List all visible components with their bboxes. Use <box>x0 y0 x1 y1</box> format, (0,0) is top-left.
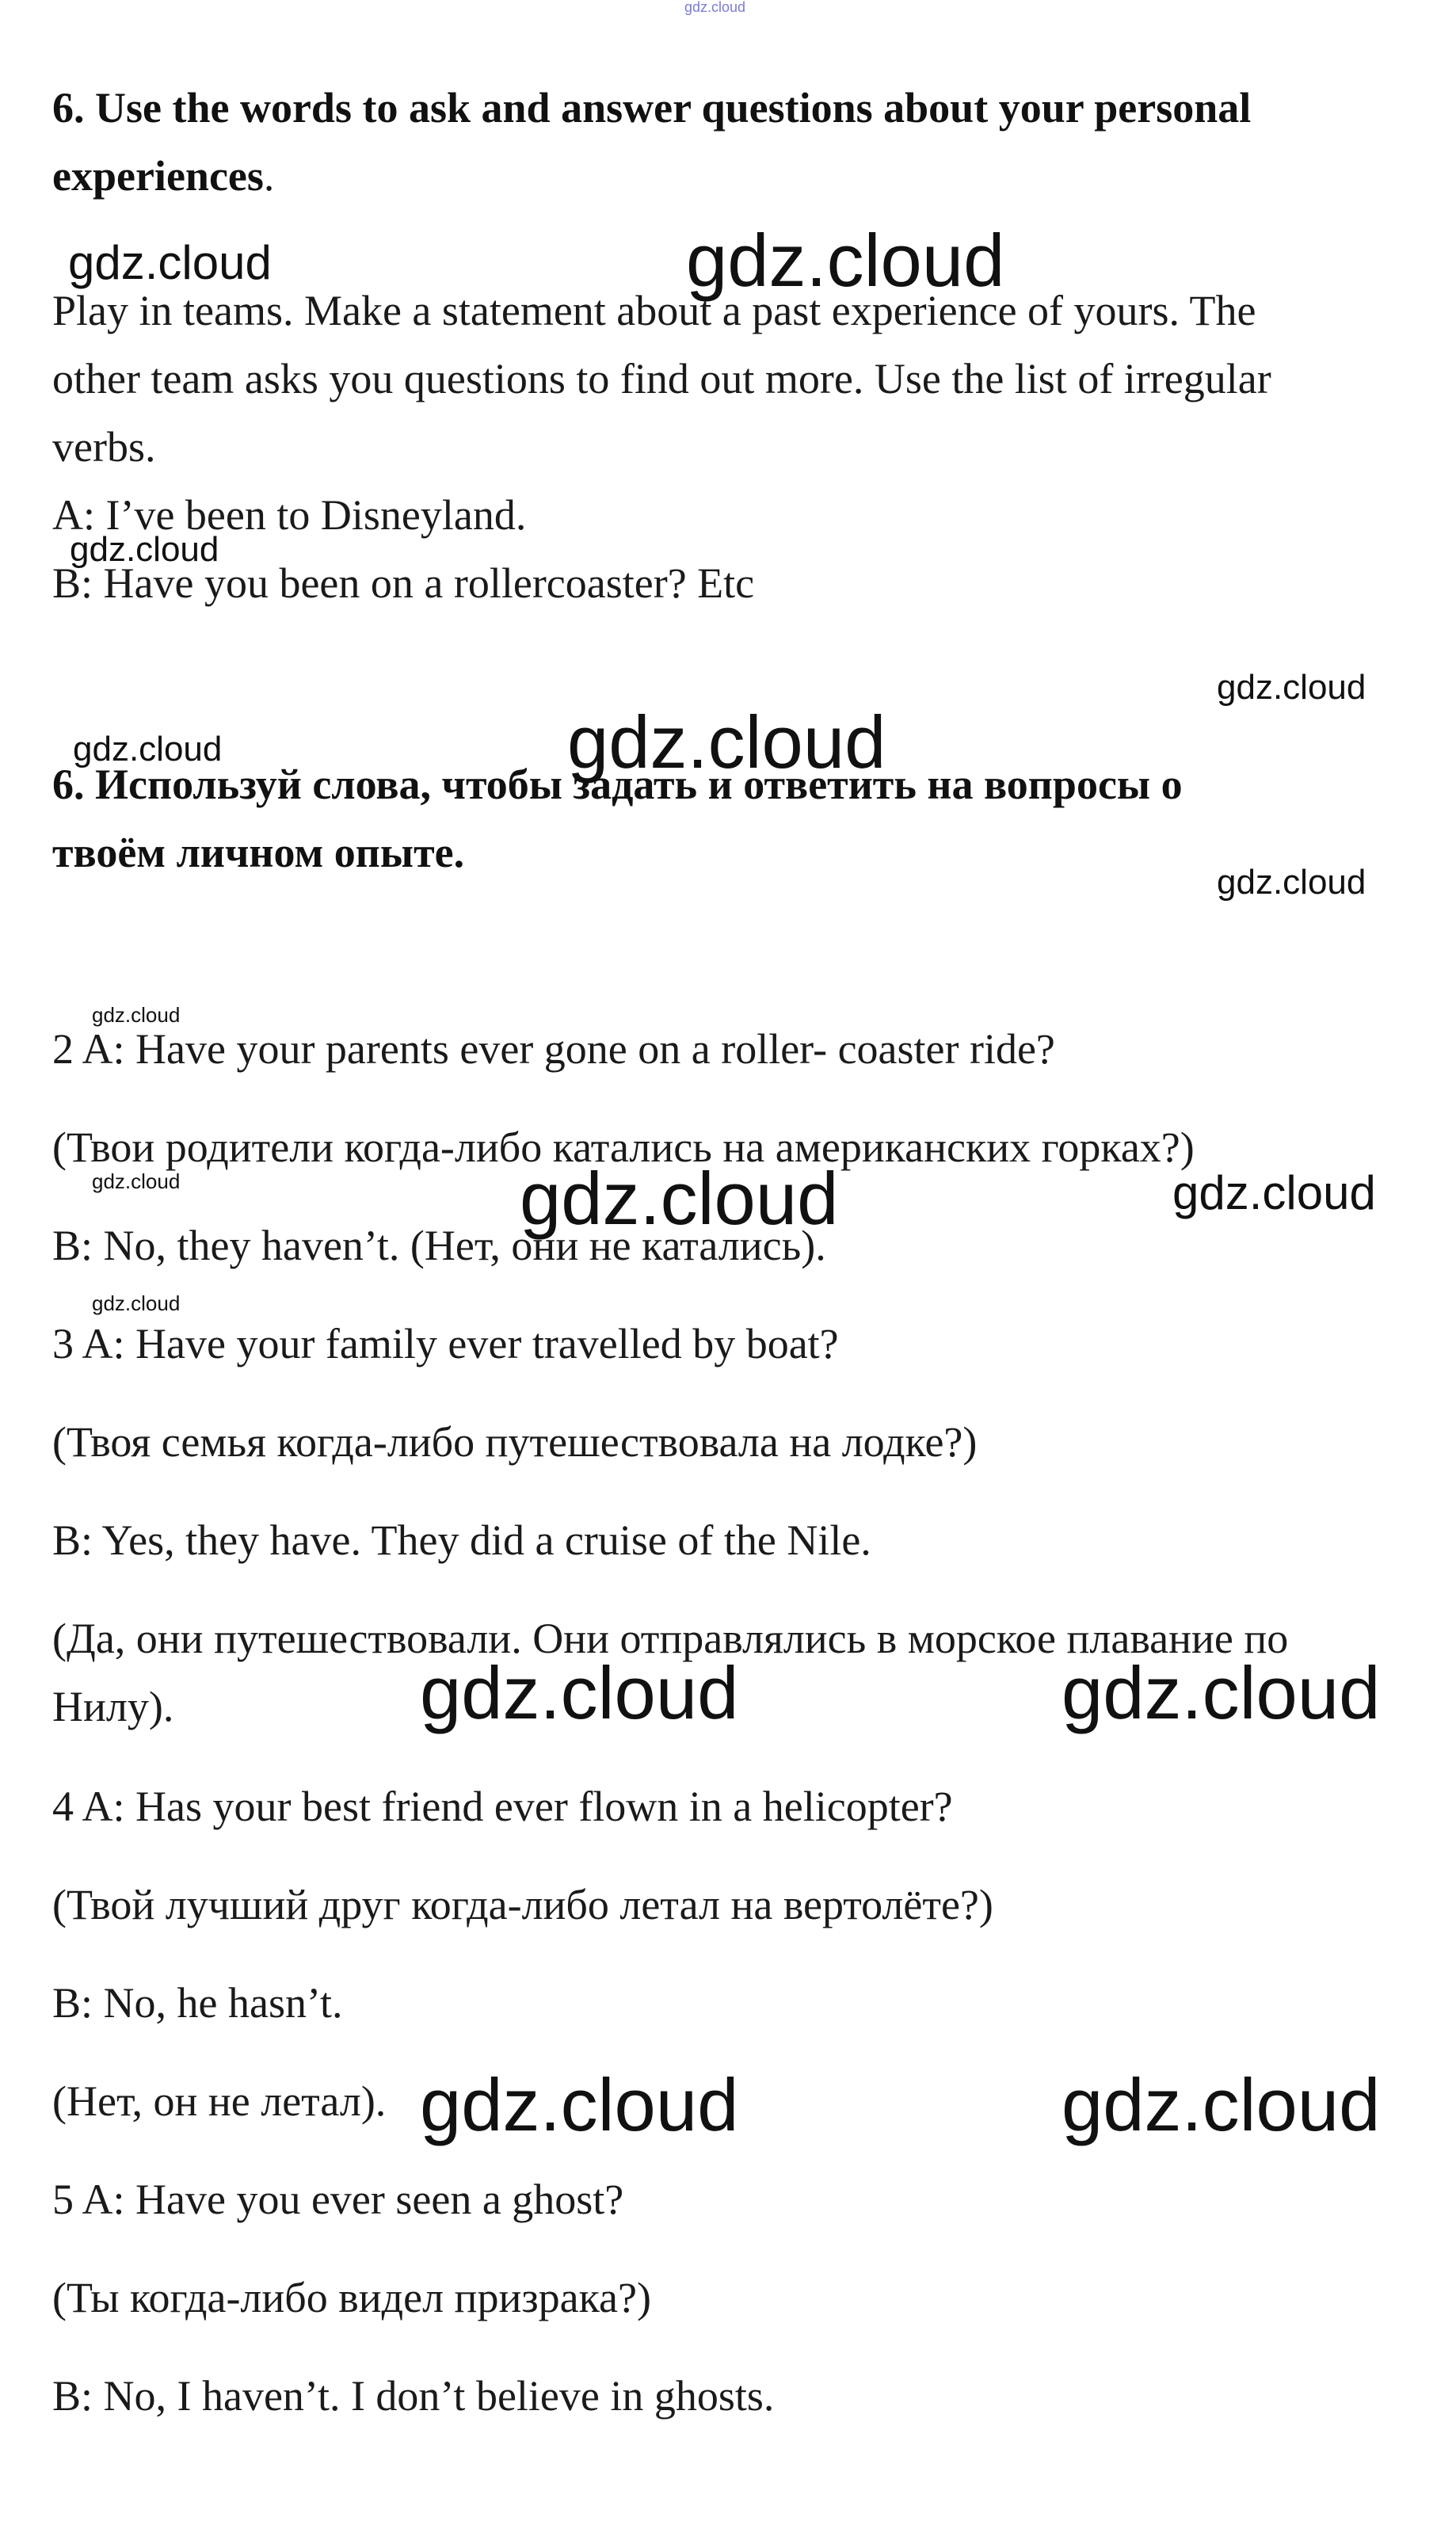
top-watermark: gdz.cloud <box>684 0 746 15</box>
watermark: gdz.cloud <box>1217 863 1366 902</box>
answer-4-response: B: No, he hasn’t. <box>52 1979 343 2027</box>
task-heading-ru-line2: твоём личном опыте. <box>52 829 465 876</box>
task-heading-en-period: . <box>263 152 275 200</box>
watermark: gdz.cloud <box>1217 668 1366 707</box>
instructions-line2: other team asks you questions to find out more. Use the list of irregular <box>52 355 1271 402</box>
answer-2-question-translation: (Твои родители когда-либо катались на американских горках?) <box>52 1123 1195 1171</box>
task-heading-ru-line1: 6. Используй слова, чтобы задать и ответить на вопросы о <box>52 761 1183 808</box>
example-line-b: B: Have you been on a rollercoaster? Etc <box>52 559 755 607</box>
task-heading-en-word: experiences <box>52 152 264 200</box>
answer-5-response: B: No, I haven’t. I don’t believe in ghosts. <box>52 2372 775 2420</box>
answer-4-question: 4 A: Has your best friend ever flown in a helicopter? <box>52 1783 953 1830</box>
watermark: gdz.cloud <box>520 1157 839 1240</box>
watermark: gdz.cloud <box>1062 2063 1381 2146</box>
answer-4-question-translation: (Твой лучший друг когда-либо летал на вертолёте?) <box>52 1881 993 1928</box>
instructions-line3: verbs. <box>52 423 156 471</box>
watermark: gdz.cloud <box>92 1169 181 1193</box>
answer-3-question: 3 A: Have your family ever travelled by boat? <box>52 1320 839 1367</box>
watermark: gdz.cloud <box>567 700 886 784</box>
example-line-a: A: I’ve been to Disneyland. <box>52 491 527 539</box>
watermark: gdz.cloud <box>92 1003 181 1027</box>
task-heading-en-line1: 6. Use the words to ask and answer questions about your personal <box>52 84 1252 132</box>
answer-5-question-translation: (Ты когда-либо видел призрака?) <box>52 2274 651 2321</box>
watermark: gdz.cloud <box>92 1291 181 1315</box>
answer-5-question: 5 A: Have you ever seen a ghost? <box>52 2176 624 2223</box>
watermark: gdz.cloud <box>1172 1166 1376 1219</box>
watermark: gdz.cloud <box>686 219 1005 302</box>
answer-2-question: 2 A: Have your parents ever gone on a roller- coaster ride? <box>52 1025 1055 1073</box>
watermark: gdz.cloud <box>420 2063 739 2146</box>
watermark: gdz.cloud <box>70 530 219 569</box>
task-heading-en-line2 <box>52 141 274 211</box>
watermark: gdz.cloud <box>68 236 272 289</box>
answer-3-response-translation-line1: (Да, они путешествовали. Они отправлялись в морское плавание по <box>52 1615 1289 1662</box>
watermark: gdz.cloud <box>1062 1651 1381 1734</box>
answer-4-response-translation: (Нет, он не летал). <box>52 2077 387 2125</box>
watermark: gdz.cloud <box>420 1651 739 1734</box>
answer-3-question-translation: (Твоя семья когда-либо путешествовала на лодке?) <box>52 1418 978 1466</box>
instructions-line1: Play in teams. Make a statement about a past experience of yours. The <box>52 287 1256 334</box>
watermark: gdz.cloud <box>73 730 223 769</box>
answer-3-response: B: Yes, they have. They did a cruise of the Nile. <box>52 1516 871 1564</box>
answer-2-response: B: No, they haven’t. (Нет, они не катались). <box>52 1222 826 1269</box>
answer-3-response-translation-line2: Нилу). <box>52 1683 174 1730</box>
